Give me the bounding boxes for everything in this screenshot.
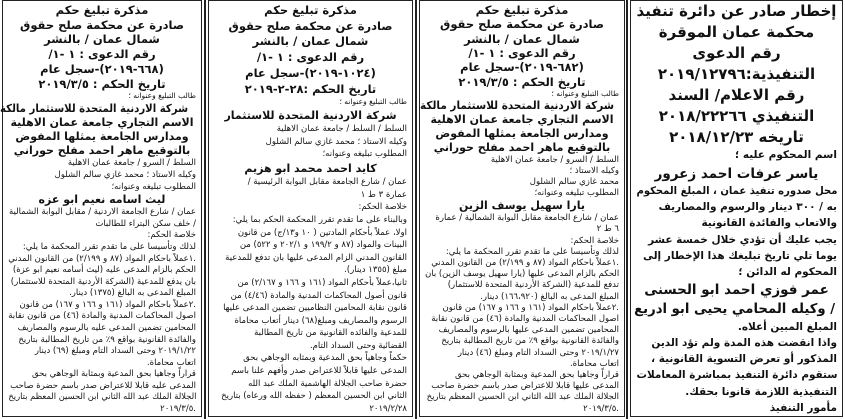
notice-text-line (8, 220, 196, 229)
line-text: ياسر عرفات احمد زعرور (654, 165, 819, 182)
party-name-line (419, 99, 619, 113)
line-text: صادرة عن محكمة صلح حقوق (20, 17, 184, 32)
line-text: البينات والمواد (٨٧ و ١٩٩/٢ و ٢٠٢/١ و ٥٢٢) من (239, 240, 407, 251)
line-text: عمان / شارع الجامعة مقابل البوابة الرئيسية / (247, 177, 407, 188)
line-text: قانون نقابة المحامين النظاميين تضمين المدعى عليها (223, 303, 407, 314)
line-text: كايد احمد محمد ابو هزيم (244, 161, 377, 175)
line-text: طالب التبليغ وعنوانه ؛ (551, 89, 619, 99)
notice-text-line (425, 382, 619, 391)
notice-heading-line (214, 35, 407, 47)
notice-text-line (8, 370, 196, 379)
notice-text-line (425, 293, 619, 302)
notice-text-line (425, 371, 619, 380)
person-name (636, 283, 837, 297)
notice-text-line (636, 338, 837, 349)
line-text: الجلالة الملك عبد الله الثاني ابن الحسين المعظم بتاريخ (8, 392, 196, 403)
line-text: الاسم التجاري جامعة عمان الاهلية (430, 113, 614, 127)
line-text: مأمور التنفيذ (769, 401, 837, 414)
notice-text-line (214, 266, 407, 275)
notice-text-line (425, 405, 619, 414)
notice-text-line (8, 266, 196, 275)
line-text: ستقوم دائرة التنفيذ بمباشرة المعاملات (636, 369, 837, 382)
notice-label (214, 98, 407, 106)
person-name (636, 167, 837, 181)
notice-text-line (425, 270, 619, 279)
line-text: المدعى عليه قابلا للاعتراض صدر باسم حضرة صاحب (10, 380, 196, 391)
line-text: مذكرة تبليغ حكم (264, 3, 357, 17)
notice-text-line (425, 156, 619, 165)
notice-heading-line (636, 22, 837, 41)
line-text: (٦٦٨-٢٠١٩)-سجل عام (40, 61, 164, 76)
line-text: المدعى عليها قابلاً للاعتراض صدر وأفهم علنا باسم (231, 366, 407, 377)
line-text: قانون أصول المحاكمات المدنية والمادة (٤/٤٦) من (230, 290, 407, 301)
notice-text-line (425, 393, 619, 402)
notice-text-line (214, 342, 407, 351)
line-text: (١٠٢٤-٢٠١٩)-سجل عام (245, 65, 376, 80)
notice-text-line (8, 243, 196, 252)
notice-text-line (8, 183, 196, 192)
notice-label (425, 90, 619, 98)
notice-heading-line (8, 78, 196, 90)
line-text: ٢٠١٩/١/٢٢ وحتى السداد التام ومبلغ (٦٩) دينار (34, 346, 196, 357)
person-name (633, 301, 837, 318)
line-text: المبلغ المبين أعلاه. (737, 320, 837, 333)
line-text: يجب عليك أن تؤدي خلال خمسة عشر (648, 233, 837, 246)
line-text: المطلوب تبليغه وعنوانه؛ (322, 149, 407, 160)
party-name-line (425, 142, 619, 154)
line-text: الرسوم والمصاريف ومبلغ(٦٨) دينار أتعاب محاماة (234, 315, 407, 326)
notice-heading-line (8, 19, 196, 31)
line-text: حضرة صاحب الجلالة الهاشمية الملك عبد الله (248, 378, 407, 389)
line-text: (٦٨٢-٢٠١٩)-سجل عام (460, 60, 584, 75)
line-text: إخطار صادر عن دائرة تنفيذ (636, 2, 837, 20)
line-text: ٢٠١٩/٢/٢٨ (369, 403, 407, 414)
party-name-line (8, 131, 196, 143)
line-text: حكماً وجاهياً بحق المدعية وبمثابه الوجاهي بحق (243, 353, 407, 364)
line-text: اسم المحكوم عليه ؛ (735, 149, 837, 162)
notice-text-line (214, 125, 407, 134)
notice-text-line (214, 216, 407, 225)
line-text: ٦ ط ٢ (596, 224, 619, 235)
line-text: محمد غازي سالم الشلول (529, 176, 619, 187)
notice-heading-line (636, 64, 837, 83)
judgment-notice-668 (2, 0, 202, 417)
line-text: لذلك وتأسيسا على ما تقدم تقرر المحكمة ما يلي: (445, 246, 619, 257)
line-text: الثاني ابن الحسين المعظم ( حفظه الله ورعاه) بتاريخ (221, 391, 407, 402)
line-text: .١عملاً باحكام المواد (٨٧ و ٢/١٩٩) من القانون المدني (431, 257, 619, 268)
line-text: طالب التبليغ وعنوانه ؛ (128, 91, 196, 101)
notice-heading-line (8, 48, 196, 60)
line-text: خلاصة الحكم: (147, 230, 196, 241)
notice-text-line (214, 138, 407, 147)
notice-label (8, 92, 196, 100)
line-text: المحكوم له الدائن ؛ (738, 265, 837, 278)
line-text: المدعى عليها قابلا للاعتراض صدر باسم حضرة صاحب (431, 381, 619, 392)
notice-text-line (8, 289, 196, 298)
notice-text-line (636, 186, 837, 197)
line-text: شركة الاردنية المتحدة للاستثمار مالكة (0, 101, 188, 115)
line-text: السلط / السرو / جامعة عمان الاهلية (490, 154, 619, 165)
notice-text-line (8, 382, 196, 391)
line-text: تاريخ الحكم : ٢٠١٩/٣/٥ (458, 74, 586, 89)
notice-text-line (425, 304, 619, 313)
notice-text-line (8, 231, 196, 240)
notice-text-line (214, 304, 407, 313)
party-name-line (0, 101, 196, 115)
notice-text-line (425, 337, 619, 346)
line-text: رقم الدعوى : ١ -١/ (256, 50, 365, 65)
line-text: اتعاب محاماة. (569, 358, 619, 369)
line-text: طالب التبليغ وعنوانه ؛ (339, 97, 407, 107)
notice-text-line (214, 279, 407, 288)
party-name-line (425, 128, 619, 140)
line-text: .٢٠١٩/٣/٥ (160, 403, 196, 414)
line-text: رقم الدعوى (692, 43, 781, 62)
notice-heading-line (8, 63, 196, 75)
line-text: المحامين تضمين المدعى عليها بالرسوم والمصاريف (438, 325, 619, 336)
line-text: ثانيا،عملاً بأحكام المواد (١٦١ و ١٦٦ و ٢/١٦٧) من (237, 277, 407, 288)
notice-text-line (636, 403, 837, 414)
notice-heading-line (214, 20, 407, 32)
line-text: لذلك وتأسيسا على ما تقدم تقرر المحكمة ما يلي: (22, 242, 196, 253)
notice-heading-line (425, 61, 619, 73)
notice-text-line (8, 171, 196, 180)
line-text: شمال عمان / بالنشر (464, 31, 580, 46)
notice-heading-line (636, 43, 837, 62)
notice-text-line (8, 359, 196, 368)
notice-text-line (636, 218, 837, 229)
notice-text-line (425, 189, 619, 198)
person-name (425, 200, 619, 212)
line-text: المطلوب تبليغه وعنوانه؛ (534, 188, 619, 199)
line-text: خلاصة الحكم: (358, 202, 407, 213)
party-name-line (425, 114, 619, 126)
line-text: وكيله الاستاذ ؛ محمد غازي سالم الشلول (265, 136, 407, 147)
judgment-notice-1024 (208, 0, 413, 417)
notice-heading-line (636, 106, 837, 125)
line-text: اصول المحاكمات المدنية والمادة (٤٦) من قانون نقابة (431, 314, 619, 324)
notice-text-line (425, 167, 619, 176)
notice-text-line (8, 278, 196, 287)
notice-text-line (425, 259, 619, 268)
line-text: رقم الدعوى : ١ -١/ (48, 47, 156, 62)
line-text: ومدارس الجامعة يمثلها المفوض (15, 130, 189, 144)
line-text: الحكم بالزام المدعى عليه (ليث أسامه نعيم ابو عزة) (12, 265, 196, 276)
line-text: تاريخ الحكم :٢٨-٢-٢٠١٩ (244, 81, 377, 96)
notice-text-line (425, 248, 619, 257)
notice-text-line (636, 202, 837, 213)
notice-heading-line (8, 4, 196, 16)
line-text: اتعاب محاماة. (146, 357, 196, 368)
notice-text-line (425, 225, 619, 234)
line-text: .١عملاً باحكام المواد (٨٧ و ٢/١٩٩) من القانون المدني (8, 253, 196, 264)
line-text: شركة الاردنية المتحدة للاستثمار (224, 108, 397, 122)
notice-text-line (425, 360, 619, 369)
notice-text-line (214, 191, 407, 200)
notice-text-line (636, 387, 837, 398)
notice-heading-line (214, 83, 407, 95)
line-text: وبالبناء على ما تقدم تقرر المحكمة الحكم بما يلي: (232, 214, 407, 225)
notice-text-line (8, 336, 196, 345)
notice-heading-line (214, 4, 407, 16)
notice-text-line (214, 254, 407, 263)
line-text: بان يدفع للمدعية (الشركة الأردنية المتحدة للاستثمار) (10, 276, 196, 287)
notice-text-line (214, 392, 407, 401)
notice-text-line (214, 178, 407, 187)
party-name-line (8, 117, 196, 129)
line-text: تدفع للمدعية (الشركة الأردنية المتحدة للاستثمار) (447, 280, 619, 291)
line-text: المذكور أو تعرض التسوية القانونية ، (651, 353, 837, 366)
line-text: محكمة عمان الموقرة (658, 22, 815, 41)
line-text: صادرة عن محكمة صلح حقوق (440, 17, 604, 32)
line-text: رقم الدعوى : ١ -١/ (468, 46, 576, 61)
line-text: .٢عملاً باحكام المواد (١٦١ و ١٦٦ و ١٦٧) من قانون (19, 299, 196, 310)
person-name (214, 163, 407, 175)
line-text: التنفيذية اللازمة قانونا بحقك. (685, 385, 837, 398)
column-divider (415, 0, 417, 419)
line-text: محل صدوره تنفيذ عمان ، المبلغ المحكوم (636, 184, 837, 197)
line-text: .٢٠١٩/٣/٥ (583, 403, 619, 414)
notice-heading-line (425, 47, 619, 59)
party-name-line (8, 145, 196, 157)
notice-text-line (214, 367, 407, 376)
notice-heading-line (425, 33, 619, 45)
line-text: وكيله الاستاذ ؛ (569, 165, 619, 176)
notice-text-line (214, 354, 407, 363)
notice-text-line (8, 312, 196, 321)
notice-text-line (214, 317, 407, 326)
notice-text-line (8, 393, 196, 402)
notice-heading-line (636, 4, 837, 20)
line-text: والفائدة القانونية بواقع ٩٪ من تاريخ المطالبة بتاريخ (18, 334, 196, 345)
party-name-line (214, 110, 407, 122)
line-text: ومدارس الجامعة يمثلها المفوض (435, 126, 609, 140)
notice-text-line (425, 214, 619, 223)
line-text: بالتوقيع ماهر احمد مفلح حوراني (433, 140, 611, 154)
notice-text-line (636, 267, 837, 278)
notice-text-line (214, 292, 407, 301)
line-text: القضائية وحتى السداد التام. (309, 340, 407, 351)
line-text: تاريخه ٢٠١٨/١٢/٢٣ (669, 127, 804, 146)
line-text: به / ٣٠٠ دينار والرسوم والمصاريف (658, 201, 837, 214)
notice-heading-line (425, 18, 619, 30)
line-text: المبلغ المدعى به البالغ (١٣٧٥) دينار. (69, 288, 196, 299)
line-text: ليث اسامه نعيم ابو عزه (38, 193, 166, 207)
line-text: / وكيله المحامي يحيى ابو ادريع (633, 301, 835, 318)
line-text: وكيله الاستاذ ؛ محمد غازي سالم الشلول (54, 170, 196, 181)
line-text: عمان / شارع الجامعة الاردنية / مقابل البوابة الشمالية (8, 207, 196, 218)
notice-heading-line (214, 67, 407, 79)
notice-text-line (425, 281, 619, 290)
notice-text-line (425, 326, 619, 335)
notice-text-line (8, 208, 196, 217)
line-text: المطلوب تبليغه وعنوانه؛ (111, 181, 196, 192)
notice-text-line (425, 237, 619, 246)
notice-text-line (636, 251, 837, 262)
line-text: عمر فوزي احمد ابو الحسنى (644, 282, 829, 299)
column-divider (204, 0, 206, 419)
line-text: السلط / السرو / جامعة عمان الاهلية (67, 158, 196, 169)
notice-text-line (214, 229, 407, 238)
line-text: بالتوقيع ماهر احمد مفلح حوراني (13, 144, 191, 158)
line-text: مبلغ (١٣٥٥ دينار). (344, 265, 407, 276)
line-text: اصول المحاكمات المدنية والمادة (٤٦) من قانون نقابة (8, 311, 196, 322)
notice-text-line (425, 349, 619, 358)
line-text: المحامين تضمين المدعى عليه بالرسوم والمصاريف (17, 322, 196, 333)
line-text: والفائدة القانونية بواقع ٩٪ من تاريخ المطالبة بتاريخ (441, 336, 619, 347)
line-text: يارا سهيل يوسف الزين (459, 199, 585, 213)
notice-text-line (8, 347, 196, 356)
line-text: مذكرة تبليغ حكم (55, 3, 149, 17)
line-text: خلاصة الحكم: (570, 235, 619, 246)
line-text: / خلف سكن البتراء للطالبات (95, 218, 196, 229)
line-text: اولا، عملاً بأحكام المادتين ( ١٠ و١٣/ج) من قانون (237, 227, 407, 238)
notice-heading-line (636, 85, 837, 104)
line-text: التنفيذي ٢٠١٨/٢٢٢٦٦ (658, 106, 815, 125)
line-text: شمال عمان / بالنشر (252, 34, 369, 49)
line-text: صادرة عن محكمة صلح حقوق (228, 18, 393, 33)
notice-text-line (425, 315, 619, 324)
notice-text-line (636, 354, 837, 365)
notice-text-line (214, 329, 407, 338)
line-text: التنفيذية:٢٠١٩/١٢٧٩٦ (657, 64, 816, 83)
notice-text-line (214, 380, 407, 389)
notice-heading-line (425, 76, 619, 88)
notice-heading-line (8, 33, 196, 45)
line-text: الاسم التجاري جامعة عمان الاهلية (10, 115, 194, 129)
notice-text-line (8, 324, 196, 333)
notice-text-line (214, 150, 407, 159)
notice-text-line (8, 405, 196, 414)
line-text: المبلغ المدعى به البالغ (١٦٦،٩٢٠) دينار. (480, 291, 619, 302)
line-text: عمان / شارع الجامعة مقابل البوابة الشمالية / عمارة (435, 213, 619, 224)
notice-text-line (636, 322, 837, 333)
line-text: السلط / السلط / جامعة عمان الاهلية (276, 124, 407, 135)
line-text: رقم الاعلام/ السند (668, 85, 805, 104)
person-name (8, 194, 196, 206)
notice-text-line (636, 150, 837, 161)
line-text: تاريخ الحكم : ٢٠١٩/٣/٥ (38, 76, 166, 91)
line-text: شمال عمان / بالنشر (44, 32, 160, 47)
notice-text-line (8, 301, 196, 310)
line-text: شركة الاردنية المتحدة للاستثمار مالكة (419, 99, 614, 113)
line-text: واذا انقضت هذه المدة ولم تؤد الدين (651, 336, 837, 349)
line-text: عمارة ٣ ط ١ (360, 189, 407, 200)
notice-text-line (214, 241, 407, 250)
notice-heading-line (636, 127, 837, 146)
line-text: ٢٠١٩/١/٢٧ وحتى السداد التام ومبلغ (٤٦) دينار (457, 347, 619, 358)
column-divider (626, 0, 628, 419)
line-text: .٢عملاً باحكام المواد (١٦١ و ١٦٦ و ١٦٧) من قانون (442, 302, 619, 313)
line-text: الجلالة الملك عبد الله الثاني ابن الحسين المعظم بتاريخ (426, 392, 619, 403)
line-text: للمدعية والفائده القانونية من تاريخ المطالبة (254, 328, 407, 339)
line-text: والاتعاب والفائدة القانونية (701, 217, 837, 230)
notice-text-line (214, 405, 407, 414)
notice-text-line (425, 178, 619, 187)
execution-notice (630, 0, 843, 417)
line-text: قراراً وجاهيا بحق المدعية وبمثابة الوجاهي بحق (32, 369, 196, 380)
line-text: مذكرة تبليغ حكم (475, 3, 569, 17)
notice-text-line (636, 370, 837, 381)
line-text: القانون المدني الزام المدعى عليها بان تدفع للمدعية (225, 252, 407, 263)
notice-text-line (8, 255, 196, 264)
notice-heading-line (214, 51, 407, 63)
line-text: يوما تلي تاريخ تبليغك هذا الإخطار إلى (642, 249, 837, 262)
notice-text-line (636, 235, 837, 246)
notice-heading-line (425, 4, 619, 16)
notice-text-line (214, 203, 407, 212)
line-text: الحكم بالزام المدعى عليها (يارا سهيل يوسف الزين) بان (425, 269, 619, 280)
line-text: قراراً وجاهيا بحق المدعية وبمثابة الوجاهي بحق (455, 370, 619, 381)
notice-text-line (8, 159, 196, 168)
judgment-notice-682 (419, 0, 625, 417)
